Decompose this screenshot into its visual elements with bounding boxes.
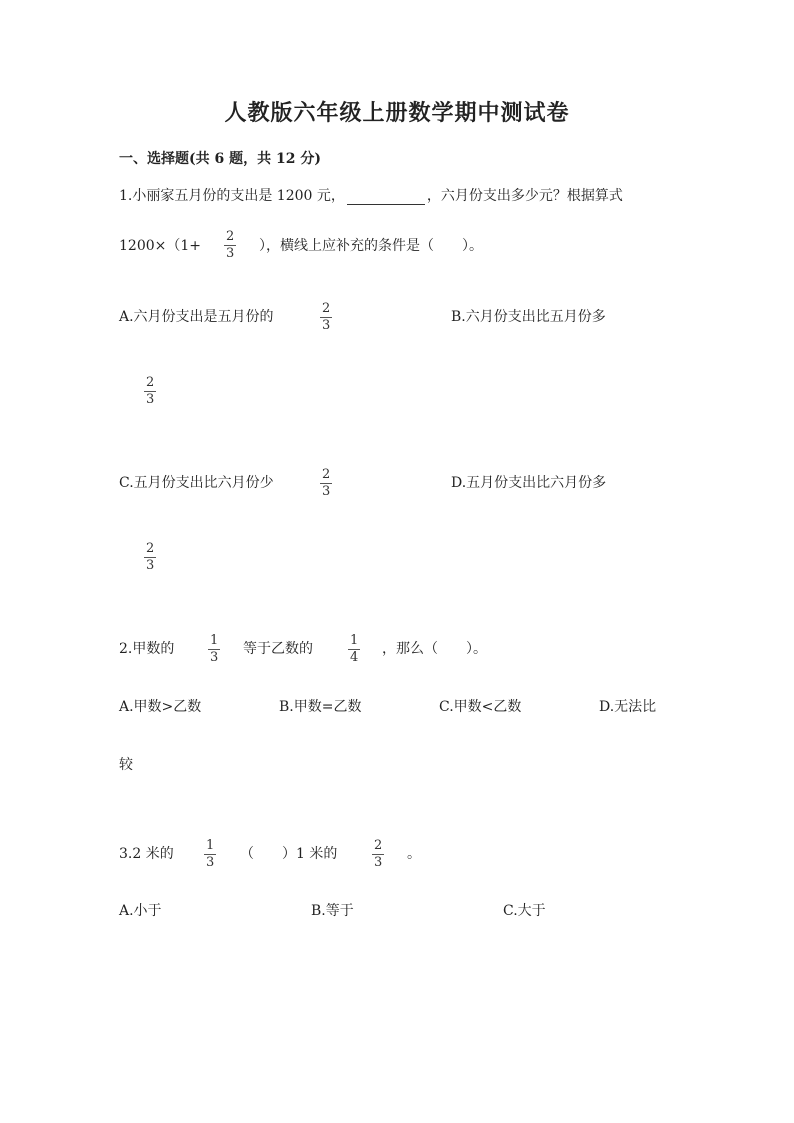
fraction-denominator: 3 (206, 855, 215, 870)
fraction-denominator: 3 (374, 855, 383, 870)
question-2-fraction-1 (208, 634, 220, 665)
question-2-option-d-continued: 较 (119, 757, 133, 773)
fraction-numerator: 2 (374, 838, 383, 853)
fraction-numerator: 2 (146, 541, 155, 556)
question-2-text-b: 等于乙数的 (243, 641, 313, 657)
question-1-blank (347, 190, 425, 205)
question-2-option-b: B.甲数=乙数 (279, 699, 362, 715)
option-b-fraction (144, 376, 156, 407)
question-3-option-b: B.等于 (311, 903, 354, 919)
fraction-numerator: 2 (146, 375, 155, 390)
question-2-option-c: C.甲数<乙数 (439, 699, 522, 715)
fraction-numerator: 1 (206, 838, 215, 853)
fraction-numerator: 2 (226, 229, 235, 244)
fraction-denominator: 3 (226, 246, 235, 261)
question-3-option-c: C.大于 (503, 903, 546, 919)
question-3-fraction-2 (372, 839, 384, 870)
fraction-numerator: 1 (210, 633, 219, 648)
question-3-text-a: 3.2 米的 (119, 846, 174, 862)
option-c-fraction (320, 468, 332, 499)
option-a-fraction (320, 302, 332, 333)
question-2-fraction-2 (348, 634, 360, 665)
question-1-option-a: A.六月份支出是五月份的 (119, 309, 274, 325)
fraction-denominator: 3 (146, 558, 155, 573)
fraction-denominator: 3 (210, 650, 219, 665)
question-1-line-2a: 1200×（1+ (119, 238, 201, 254)
question-1-text-b: ，六月份支出多少元？根据算式 (426, 188, 623, 204)
fraction-denominator: 3 (146, 392, 155, 407)
fraction-numerator: 1 (350, 633, 359, 648)
question-3-option-a: A.小于 (119, 903, 162, 919)
question-2-text-c: ，那么（ ）。 (382, 641, 487, 657)
question-1-line-1 (119, 187, 623, 205)
fraction-denominator: 3 (322, 484, 331, 499)
question-1-text-a: 1.小丽家五月份的支出是 1200 元， (119, 188, 345, 204)
question-1-line-2b: ），横线上应补充的条件是（ ）。 (259, 238, 483, 254)
question-2-text-a: 2.甲数的 (119, 641, 175, 657)
question-1-option-b: B.六月份支出比五月份多 (451, 309, 606, 325)
question-3-text-b: （ ）1 米的 (240, 846, 338, 862)
question-1-option-c: C.五月份支出比六月份少 (119, 475, 274, 491)
fraction-numerator: 2 (322, 467, 331, 482)
fraction-denominator: 3 (322, 318, 331, 333)
question-1-option-d: D.五月份支出比六月份多 (451, 475, 607, 491)
question-1-fraction (224, 230, 236, 261)
fraction-numerator: 2 (322, 301, 331, 316)
question-3-fraction-1 (204, 839, 216, 870)
question-2-option-a: A.甲数>乙数 (119, 699, 202, 715)
option-d-fraction (144, 542, 156, 573)
fraction-denominator: 4 (350, 650, 359, 665)
question-2-option-d: D.无法比 (599, 699, 657, 715)
section-heading: 一、选择题(共 6 题，共 12 分) (119, 151, 321, 167)
question-3-text-c: 。 (407, 846, 421, 862)
page-title: 人教版六年级上册数学期中测试卷 (224, 100, 570, 126)
